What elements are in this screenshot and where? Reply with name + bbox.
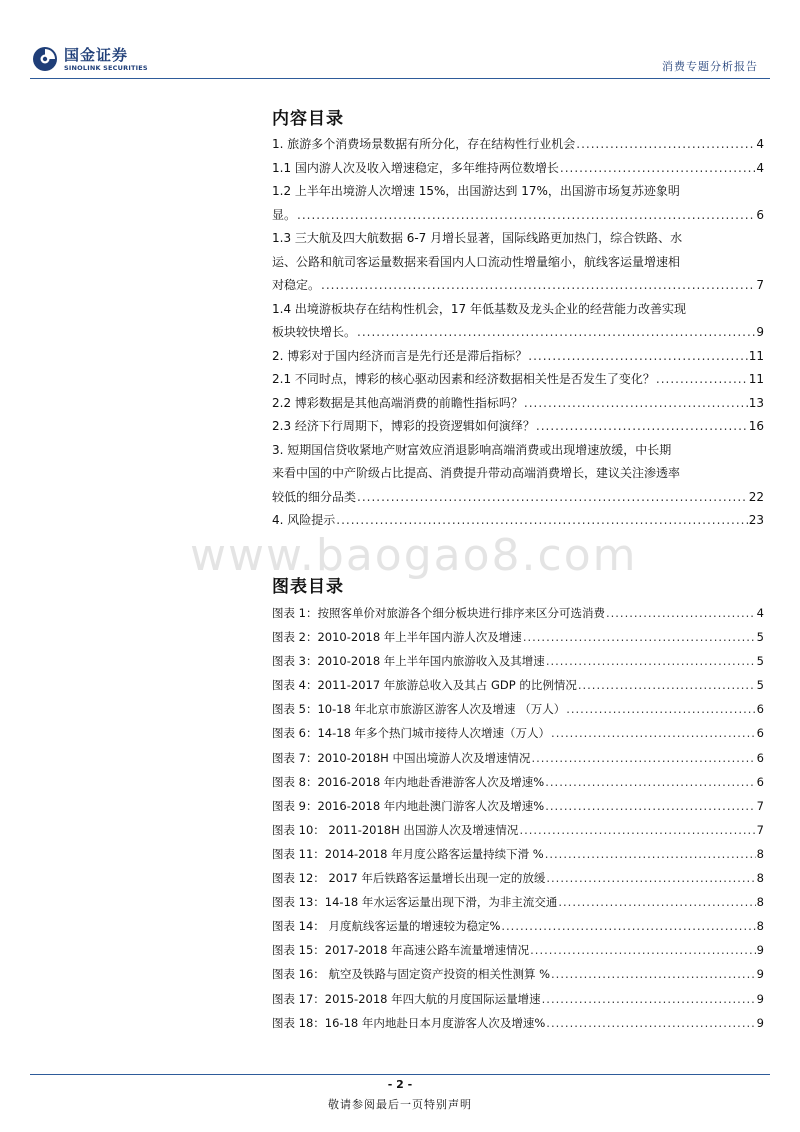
toc-entry-text: 1.3 三大航及四大航数据 6-7 月增长显著，国际线路更加热门，综合铁路、水 (272, 231, 683, 245)
dot-leader (501, 914, 755, 938)
toc-entry-line (272, 368, 764, 392)
logo-english-name: SINOLINK SECURITIES (64, 64, 148, 72)
toc-entry-line (272, 486, 764, 510)
dot-leader (536, 415, 748, 439)
figure-entry-line (272, 746, 764, 770)
figure-entry-line (272, 625, 764, 649)
figure-page-number: 8 (756, 919, 764, 934)
figure-entry[interactable] (272, 962, 764, 986)
figure-entry[interactable] (272, 938, 764, 962)
figure-entry-line (272, 770, 764, 794)
toc-entry[interactable] (272, 392, 764, 416)
report-type: 消费专题分析报告 (662, 60, 758, 73)
header-divider (30, 78, 770, 79)
figure-entry-title: 图表 15：2017-2018 年高速公路车流量增速情况 (272, 943, 530, 958)
toc-entry-title: 对稳定。 (272, 278, 321, 292)
toc-entry-line (272, 415, 764, 439)
figure-entry[interactable] (272, 1011, 764, 1035)
toc-entry-line (272, 204, 764, 228)
toc-entry-title: 1. 旅游多个消费场景数据有所分化，存在结构性行业机会 (272, 137, 576, 151)
toc-entry-line (272, 345, 764, 369)
dot-leader (523, 625, 756, 649)
dot-leader (576, 133, 755, 157)
toc-entry[interactable] (272, 415, 764, 439)
dot-leader (656, 368, 748, 392)
toc-entry[interactable] (272, 345, 764, 369)
figure-entry-title: 图表 2：2010-2018 年上半年国内游人次及增速 (272, 630, 522, 645)
figure-entry[interactable] (272, 625, 764, 649)
figure-page-number: 9 (756, 1015, 764, 1030)
dot-leader (531, 746, 755, 770)
figure-entry-title: 图表 7：2010-2018H 中国出境游人次及增速情况 (272, 750, 531, 765)
figure-page-number: 5 (756, 630, 764, 645)
dot-leader (551, 962, 756, 986)
figure-entry-line (272, 1011, 764, 1035)
toc-entry-line (272, 509, 764, 533)
footer-divider (30, 1074, 770, 1075)
toc-entry-title: 显。 (272, 207, 297, 222)
toc-entry-text: 3. 短期国信贷收紧地产财富效应消退影响高端消费或出现增速放缓，中长期 (272, 442, 672, 457)
figure-entry-title: 图表 5：10-18 年北京市旅游区游客人次及增速 （万人） (272, 702, 566, 717)
figure-entry-title: 图表 3：2010-2018 年上半年国内旅游收入及其增速 (272, 654, 545, 669)
figure-entry-title: 图表 13：14-18 年水运客运量出现下滑，为非主流交通 (272, 895, 558, 910)
dot-leader (336, 509, 747, 533)
figure-entry-title: 图表 10： 2011-2018H 出国游人次及增速情况 (272, 822, 519, 837)
figure-page-number: 6 (756, 702, 764, 717)
toc-page-number: 11 (748, 348, 764, 363)
dot-leader (357, 321, 755, 345)
dot-leader (558, 890, 755, 914)
figure-entry-title: 图表 17：2015-2018 年四大航的月度国际运量增速 (272, 991, 541, 1006)
toc-entry[interactable] (272, 180, 764, 227)
toc-entry[interactable] (272, 298, 764, 345)
dot-leader (606, 601, 756, 625)
figure-entry-title: 图表 14： 月度航线客运量的增速较为稳定% (272, 919, 501, 934)
toc-entry-text: 来看中国的中产阶级占比提高、消费提升带动高端消费增长，建议关注渗透率 (272, 466, 681, 480)
toc-page-number: 23 (748, 513, 764, 527)
toc-entry[interactable] (272, 227, 764, 298)
toc-page-number: 11 (748, 372, 764, 386)
figure-entry-line (272, 697, 764, 721)
figure-entry[interactable] (272, 842, 764, 866)
figure-entry-line (272, 938, 764, 962)
dot-leader (530, 938, 756, 962)
toc-entry-text: 1.4 出境游板块存在结构性机会，17 年低基数及龙头企业的经营能力改善实现 (272, 301, 686, 316)
toc-page-number: 7 (756, 278, 764, 292)
table-of-contents (272, 133, 764, 533)
toc-entry[interactable] (272, 439, 764, 510)
dot-leader (519, 818, 755, 842)
toc-entry[interactable] (272, 157, 764, 181)
figure-page-number: 9 (756, 967, 764, 982)
figure-page-number: 9 (756, 943, 764, 958)
dot-leader (321, 274, 755, 298)
dot-leader (545, 842, 756, 866)
toc-entry[interactable] (272, 509, 764, 533)
figure-entry-line (272, 962, 764, 986)
figure-entry-line (272, 673, 764, 697)
toc-entry-title: 板块较快增长。 (272, 325, 357, 339)
figure-page-number: 6 (756, 774, 764, 789)
dot-leader (546, 866, 755, 890)
figure-entry[interactable] (272, 746, 764, 770)
figure-page-number: 8 (756, 846, 764, 861)
disclaimer-note: 敬请参阅最后一页特别声明 (328, 1098, 472, 1111)
figure-entry-title: 图表 16： 航空及铁路与固定资产投资的相关性测算 % (272, 967, 551, 982)
figure-page-number: 6 (756, 750, 764, 765)
toc-entry-title: 2.1 不同时点，博彩的核心驱动因素和经济数据相关性是否发生了变化？ (272, 372, 655, 386)
figure-page-number: 7 (756, 798, 764, 813)
toc-entry-title: 1.1 国内游人次及收入增速稳定，多年维持两位数增长 (272, 160, 559, 175)
toc-entry-title: 2.2 博彩数据是其他高端消费的前瞻性指标吗？ (272, 395, 523, 410)
dot-leader (560, 157, 755, 181)
figure-entry[interactable] (272, 697, 764, 721)
watermark: www.baogao8.com (190, 530, 638, 581)
figure-entry-line (272, 601, 764, 625)
figure-entry[interactable] (272, 649, 764, 673)
figure-entry-line (272, 794, 764, 818)
toc-entry-line (272, 321, 764, 345)
dot-leader (545, 770, 755, 794)
figure-entry[interactable] (272, 914, 764, 938)
figure-entry[interactable] (272, 721, 764, 745)
toc-entry-line (272, 274, 764, 298)
figure-entry-line (272, 721, 764, 745)
figure-entry-line (272, 866, 764, 890)
page-header (0, 0, 800, 90)
logo-chinese-name: 国金证券 (64, 46, 129, 64)
toc-page-number: 22 (748, 489, 764, 504)
figure-page-number: 5 (756, 678, 764, 693)
toc-entry[interactable] (272, 133, 764, 157)
toc-entry-text: 运、公路和航司客运量数据来看国内人口流动性增量缩小，航线客运量增速相 (272, 254, 681, 269)
toc-page-number: 16 (748, 419, 764, 433)
dot-leader (566, 697, 755, 721)
figure-entry-title: 图表 1：按照客单价对旅游各个细分板块进行排序来区分可选消费 (272, 606, 605, 620)
figure-page-number: 6 (756, 726, 764, 741)
toc-entry-line (272, 392, 764, 416)
figure-entry[interactable] (272, 818, 764, 842)
dot-leader (542, 987, 756, 1011)
figure-entry-title: 图表 11：2014-2018 年月度公路客运量持续下滑 % (272, 846, 544, 861)
figure-entry-line (272, 818, 764, 842)
figure-list (272, 601, 764, 1035)
figure-entry[interactable] (272, 890, 764, 914)
toc-entry-title: 2.3 经济下行周期下，博彩的投资逻辑如何演绎？ (272, 419, 535, 433)
toc-page-number: 9 (756, 325, 764, 339)
dot-leader (578, 673, 756, 697)
sinolink-logo-icon (32, 46, 58, 72)
figure-entry[interactable] (272, 601, 764, 625)
page-number: - 2 - (387, 1078, 413, 1091)
dot-leader (524, 392, 748, 416)
figure-entry-line (272, 914, 764, 938)
dot-leader (528, 345, 747, 369)
toc-entry-title: 较低的细分品类 (272, 489, 357, 504)
toc-title: 内容目录 (272, 109, 344, 129)
dot-leader (546, 649, 756, 673)
figure-page-number: 8 (756, 895, 764, 910)
figure-entry-line (272, 842, 764, 866)
figure-entry[interactable] (272, 866, 764, 890)
figure-entry-title: 图表 4：2011-2017 年旅游总收入及其占 GDP 的比例情况 (272, 678, 577, 693)
figure-entry-line (272, 649, 764, 673)
dot-leader (546, 1011, 755, 1035)
figure-entry-title: 图表 8：2016-2018 年内地赴香港游客人次及增速% (272, 774, 545, 789)
toc-entry-title: 2. 博彩对于国内经济而言是先行还是滞后指标？ (272, 348, 528, 363)
figure-entry-title: 图表 9：2016-2018 年内地赴澳门游客人次及增速% (272, 798, 545, 813)
dot-leader (545, 794, 755, 818)
toc-page-number: 13 (748, 395, 764, 410)
figure-page-number: 9 (756, 991, 764, 1006)
figure-entry-title: 图表 18：16-18 年内地赴日本月度游客人次及增速% (272, 1015, 546, 1030)
figure-page-number: 4 (756, 606, 764, 620)
figure-entry[interactable] (272, 794, 764, 818)
dot-leader (297, 204, 755, 228)
figure-entry[interactable] (272, 673, 764, 697)
toc-page-number: 6 (756, 207, 764, 222)
toc-entry-title: 4. 风险提示 (272, 513, 336, 527)
toc-entry-line (272, 133, 764, 157)
figure-entry-line (272, 890, 764, 914)
figure-entry[interactable] (272, 987, 764, 1011)
figure-page-number: 8 (756, 871, 764, 886)
figures-title: 图表目录 (272, 577, 344, 597)
toc-entry[interactable] (272, 368, 764, 392)
figure-entry-line (272, 987, 764, 1011)
figure-entry-title: 图表 6：14-18 年多个热门城市接待人次增速（万人） (272, 726, 551, 741)
dot-leader (357, 486, 748, 510)
figure-page-number: 7 (756, 822, 764, 837)
toc-entry-line (272, 157, 764, 181)
figure-entry-title: 图表 12： 2017 年后铁路客运量增长出现一定的放缓 (272, 871, 546, 886)
toc-entry-text: 1.2 上半年出境游人次增速 15%，出国游达到 17%，出国游市场复苏迹象明 (272, 184, 680, 198)
toc-page-number: 4 (756, 160, 764, 175)
company-logo (32, 44, 182, 76)
dot-leader (551, 721, 756, 745)
figure-entry[interactable] (272, 770, 764, 794)
figure-page-number: 5 (756, 654, 764, 669)
toc-page-number: 4 (756, 137, 764, 151)
